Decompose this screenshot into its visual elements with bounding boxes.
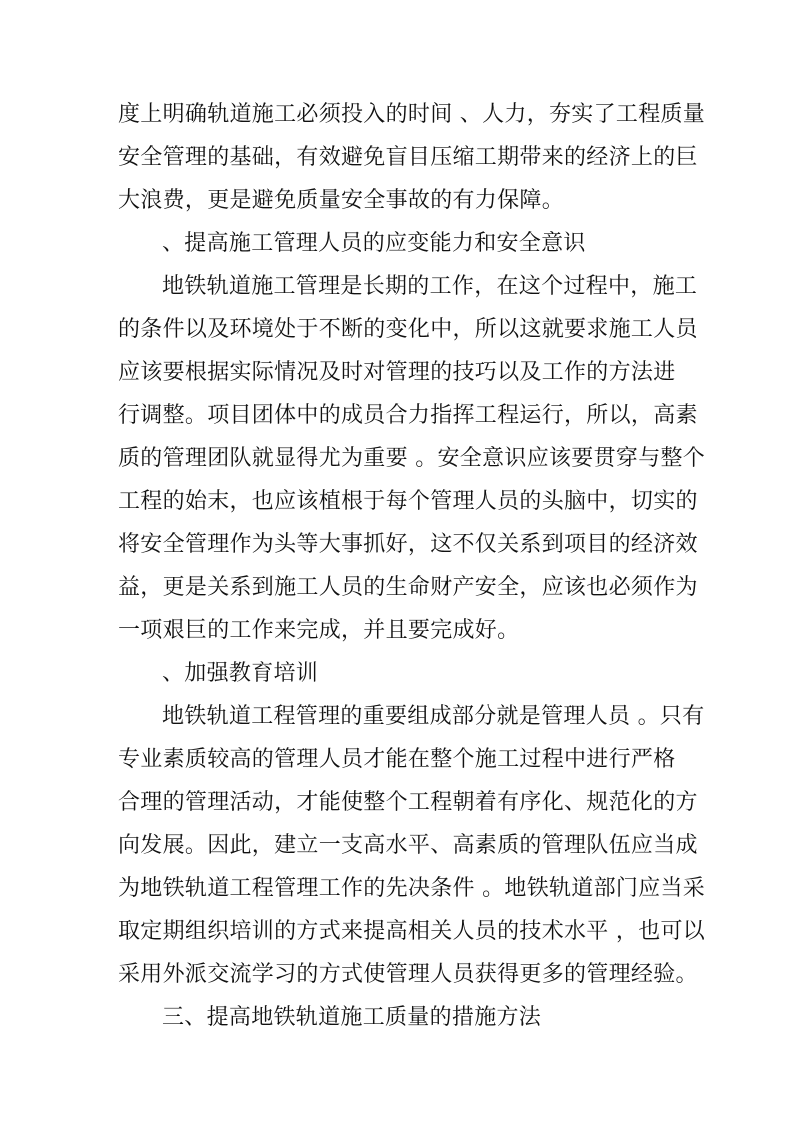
text-line: 安全管理的基础，有效避免盲目压缩工期带来的经济上的巨 — [118, 145, 698, 170]
text-line: 行调整。项目团体中的成员合力指挥工程运行，所以，高素 — [118, 403, 698, 428]
text-line: 应该要根据实际情况及时对管理的技巧以及工作的方法进 — [118, 360, 676, 385]
text-line: 工程的始末，也应该植根于每个管理人员的头脑中，切实的 — [118, 489, 698, 514]
text-line: 地铁轨道施工管理是长期的工作，在这个过程中，施工 — [162, 274, 698, 299]
text-line: 的条件以及环境处于不断的变化中，所以这就要求施工人员 — [118, 317, 698, 342]
text-line: 为地铁轨道工程管理工作的先决条件 。地铁轨道部门应当采 — [118, 876, 706, 901]
text-line: 地铁轨道工程管理的重要组成部分就是管理人员 。只有 — [162, 704, 705, 729]
text-line: 将安全管理作为头等大事抓好，这不仅关系到项目的经济效 — [118, 532, 698, 557]
text-line: 益，更是关系到施工人员的生命财产安全，应该也必须作为 — [118, 575, 698, 600]
text-line: 采用外派交流学习的方式使管理人员获得更多的管理经验。 — [118, 962, 698, 987]
text-line: 取定期组织培训的方式来提高相关人员的技术水平 ，也可以 — [118, 919, 706, 944]
section-heading: 三、提高地铁轨道施工质量的措施方法 — [162, 1005, 542, 1030]
section-heading: 、提高施工管理人员的应变能力和安全意识 — [162, 231, 586, 256]
text-line: 向发展。因此，建立一支高水平、高素质的管理队伍应当成 — [118, 833, 698, 858]
text-line: 一项艰巨的工作来完成，并且要完成好。 — [118, 618, 520, 643]
text-line: 合理的管理活动，才能使整个工程朝着有序化、规范化的方 — [118, 790, 698, 815]
text-line: 质的管理团队就显得尤为重要 。安全意识应该要贯穿与整个 — [118, 446, 706, 471]
section-heading: 、加强教育培训 — [162, 661, 319, 686]
text-line: 专业素质较高的管理人员才能在整个施工过程中进行严格 — [118, 747, 676, 772]
text-line: 度上明确轨道施工必须投入的时间 、人力，夯实了工程质量 — [118, 102, 706, 127]
text-line: 大浪费，更是避免质量安全事故的有力保障。 — [118, 188, 565, 213]
